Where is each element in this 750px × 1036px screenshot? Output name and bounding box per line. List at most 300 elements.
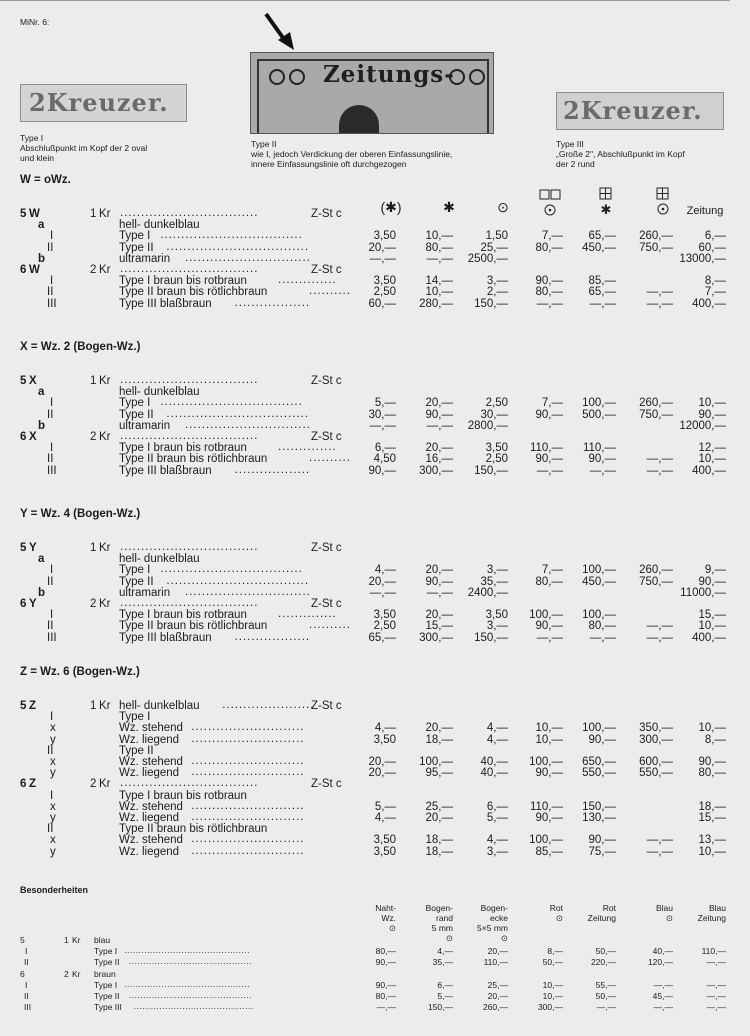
price-cell: 18,—	[698, 800, 726, 813]
variant-label: Wz. stehend	[119, 722, 183, 735]
price-cell: 25,—	[487, 979, 508, 990]
price-cell: 3,—	[486, 845, 508, 858]
price-cell: —,—	[589, 464, 616, 477]
price-cell: 90,—	[698, 408, 726, 421]
dot-leader: ...........................	[191, 721, 305, 734]
price-cell: 750,—	[639, 241, 673, 254]
dot-leader: ..................	[234, 630, 311, 643]
price-cell: 90,—	[535, 453, 563, 466]
col-header-used: ⊙	[497, 199, 509, 215]
variant-marker: Z	[29, 700, 37, 712]
variant-marker: a	[38, 386, 45, 399]
price-cell: 80,—	[375, 991, 396, 1001]
price-cell: —,—	[646, 631, 673, 644]
price-cell: 100,—	[582, 609, 616, 622]
stamp-type2-image	[250, 52, 494, 134]
price-cell: 260,—	[639, 564, 673, 577]
caption-line: wie I, jedoch Verdickung der oberen Einfassungslinie,	[251, 149, 453, 159]
variant-label: hell- dunkelblau	[119, 700, 200, 712]
price-cell: 85,—	[535, 845, 563, 858]
price-cell: —,—	[536, 631, 563, 644]
caption-line: „Große 2", Abschlußpunkt im Kopf	[556, 149, 685, 159]
price-cell: —,—	[646, 464, 673, 477]
dot-leader: ...........................	[191, 755, 305, 767]
section-title: W = oWz.	[20, 174, 71, 186]
price-cell: 650,—	[582, 756, 616, 768]
dot-leader: ..................................	[160, 563, 303, 576]
besonderheiten-header: ⊙	[500, 933, 508, 943]
dot-leader: ...........................	[191, 844, 305, 857]
price-cell: 100,—	[529, 609, 563, 622]
price-cell: 7,—	[541, 564, 563, 577]
dot-leader: ..........................................	[133, 1001, 254, 1012]
price-cell: 50,—	[595, 991, 616, 1001]
price-cell: 350,—	[639, 722, 673, 735]
price-cell: 150,—	[474, 464, 508, 477]
besonderheiten-header: Rot	[602, 903, 616, 913]
caption-line: Type I	[20, 133, 44, 143]
price-cell: —,—	[426, 252, 453, 265]
price-cell: —,—	[646, 834, 673, 847]
variant-label: Type II	[94, 957, 120, 968]
price-cell: 130,—	[582, 812, 616, 824]
variant-marker: II	[47, 408, 54, 421]
price-cell: 10,—	[425, 230, 453, 243]
print-type-label: Z-St c	[311, 208, 342, 220]
svg-text:✱: ✱	[600, 202, 612, 217]
besonderheiten-header: Naht-	[375, 903, 396, 913]
price-cell: 4,—	[486, 834, 508, 847]
variant-marker: y	[50, 767, 56, 780]
variant-label: Wz. liegend	[119, 767, 180, 780]
price-cell: —,—	[646, 297, 673, 310]
price-cell: 10,—	[698, 453, 726, 466]
variant-label: Type III blaßbraun	[119, 464, 212, 477]
price-cell: 15,—	[698, 609, 726, 622]
price-cell: —,—	[646, 845, 673, 858]
price-cell: 80,—	[535, 286, 563, 299]
variant-label: Type II braun bis rötlichbraun	[119, 453, 268, 466]
price-cell: 45,—	[652, 991, 673, 1001]
price-cell: 100,—	[529, 756, 563, 768]
price-cell: 300,—	[419, 464, 453, 477]
price-cell: 2500,—	[467, 252, 508, 265]
price-cell: 16,—	[425, 453, 453, 466]
print-type-label: Z-St c	[311, 375, 342, 387]
value-unit: Kr	[99, 208, 111, 220]
dot-leader: ..................................	[160, 229, 303, 242]
dot-leader: ..............................	[185, 585, 311, 598]
variant-marker: I	[50, 275, 54, 288]
price-cell: 120,—	[647, 957, 673, 968]
variant-label: Type I	[119, 564, 151, 577]
variant-label: Type I	[119, 397, 151, 410]
variant-marker: II	[47, 453, 54, 466]
price-cell: 260,—	[639, 397, 673, 410]
caption-line: und klein	[20, 153, 55, 163]
price-cell: 20,—	[368, 575, 396, 588]
price-cell: 60,—	[698, 241, 726, 254]
price-cell: 15,—	[698, 812, 726, 824]
price-cell: —,—	[536, 297, 563, 310]
variant-label: ultramarin	[119, 586, 171, 599]
variant-label: Wz. liegend	[119, 845, 180, 858]
besonderheiten-header: Zeitung	[697, 913, 726, 923]
price-cell: 18,—	[425, 733, 453, 746]
besonderheiten-header: rand	[435, 913, 453, 923]
price-cell: 2800,—	[467, 419, 508, 432]
value-unit: Kr	[99, 264, 111, 276]
variant-marker: I	[50, 230, 54, 243]
price-cell: 8,—	[547, 946, 563, 957]
variant-marker: Y	[29, 598, 37, 610]
pair-used-icon	[539, 189, 563, 219]
stamp-type1-caption	[20, 133, 147, 163]
value-unit: Kr	[99, 598, 111, 610]
price-cell: 7,—	[541, 397, 563, 410]
dot-leader: ..............................	[185, 418, 311, 431]
value-unit: Kr	[72, 968, 81, 979]
price-cell: 400,—	[692, 297, 726, 310]
dot-leader: ..................	[234, 463, 311, 476]
block-mint-icon	[598, 187, 614, 217]
dot-leader: ..................................	[160, 396, 303, 409]
variant-marker: I	[50, 442, 54, 455]
price-cell: 90,—	[425, 408, 453, 421]
variant-label: Type I	[94, 946, 118, 957]
dot-leader: ......................	[222, 699, 315, 711]
price-cell: 90,—	[425, 575, 453, 588]
price-cell: 85,—	[588, 275, 616, 288]
variant-marker: X	[29, 431, 37, 443]
variant-label: braun	[94, 968, 116, 979]
price-cell: 55,—	[595, 979, 616, 990]
price-cell: 150,—	[474, 631, 508, 644]
price-cell: 40,—	[480, 756, 508, 768]
price-cell: 20,—	[425, 442, 453, 455]
price-cell: 75,—	[588, 845, 616, 858]
price-cell: 90,—	[698, 756, 726, 768]
variant-label: Type II braun bis rötlichbraun	[119, 620, 268, 633]
price-cell: 20,—	[368, 756, 396, 768]
variant-label: Type III blaßbraun	[119, 631, 212, 644]
price-cell: —,—	[536, 464, 563, 477]
price-cell: 450,—	[582, 575, 616, 588]
section-title: Besonderheiten	[20, 885, 89, 895]
variant-marker: b	[38, 586, 46, 599]
dot-leader: .................................	[120, 374, 259, 386]
variant-marker: y	[50, 733, 56, 746]
col-header-zeitung: Zeitung	[686, 205, 724, 217]
price-cell: 90,—	[368, 464, 396, 477]
variant-marker: I	[50, 564, 54, 577]
price-cell: 15,—	[425, 620, 453, 633]
price-cell: 20,—	[368, 767, 396, 780]
price-cell: 2,50	[373, 620, 396, 633]
variant-marker: II	[47, 286, 54, 299]
dot-leader: .................................	[120, 263, 259, 275]
variant-marker: Z	[29, 778, 37, 791]
dot-leader: ..............................	[185, 251, 311, 264]
catalog-number: 5	[20, 700, 27, 712]
variant-label: Type I braun bis rotbraun	[119, 442, 247, 455]
dot-leader: .................................	[120, 430, 259, 442]
variant-label: Type III	[94, 1002, 122, 1013]
variant-marker: II	[47, 575, 54, 588]
variant-marker: x	[50, 800, 56, 813]
variant-marker: II	[24, 991, 29, 1001]
price-cell: 5,—	[437, 991, 453, 1001]
besonderheiten-header: Zeitung	[587, 913, 616, 923]
value-number: 1	[90, 700, 97, 712]
dot-leader: ...........................................	[128, 956, 252, 967]
price-cell: 9,—	[704, 564, 726, 577]
price-cell: 450,—	[582, 241, 616, 254]
price-cell: 12000,—	[679, 419, 726, 432]
price-cell: —,—	[596, 1002, 616, 1013]
value-unit: Kr	[72, 935, 81, 945]
price-cell: 3,—	[486, 275, 508, 288]
price-cell: 2,—	[486, 286, 508, 299]
price-cell: 10,—	[542, 979, 563, 990]
value-number: 1	[90, 208, 97, 220]
price-cell: 2,50	[485, 397, 508, 410]
price-cell: 100,—	[582, 722, 616, 735]
variant-marker: x	[50, 834, 56, 847]
price-cell: 220,—	[590, 957, 616, 968]
price-cell: 65,—	[588, 286, 616, 299]
price-cell: 60,—	[368, 297, 396, 310]
besonderheiten-header: Bogen-	[425, 903, 453, 913]
variant-label: Type I braun bis rotbraun	[119, 609, 247, 622]
price-cell: 90,—	[535, 408, 563, 421]
variant-marker: I	[50, 609, 54, 622]
price-cell: —,—	[646, 620, 673, 633]
price-cell: 14,—	[425, 275, 453, 288]
price-cell: 400,—	[692, 464, 726, 477]
variant-label: Type I braun bis rotbraun	[119, 275, 247, 288]
price-cell: 10,—	[698, 722, 726, 735]
variant-label: Type II	[119, 241, 154, 254]
section-title: Y = Wz. 4 (Bogen-Wz.)	[20, 508, 141, 520]
price-cell: 100,—	[582, 564, 616, 577]
variant-label: Wz. stehend	[119, 800, 183, 813]
variant-marker: W	[29, 264, 40, 276]
dot-leader: .................................	[120, 597, 259, 609]
value-number: 2	[90, 598, 97, 610]
dot-leader: .................................	[120, 541, 259, 553]
price-cell: 80,—	[535, 575, 563, 588]
variant-label: hell- dunkelblau	[119, 553, 200, 566]
price-cell: —,—	[589, 631, 616, 644]
price-cell: 40,—	[652, 946, 673, 957]
variant-label: Wz. stehend	[119, 756, 183, 768]
block-used-icon	[655, 187, 671, 217]
price-cell: 600,—	[639, 756, 673, 768]
price-cell: 550,—	[639, 767, 673, 780]
price-cell: 30,—	[368, 408, 396, 421]
price-cell: 300,—	[537, 1002, 563, 1013]
dot-leader: ..............	[278, 441, 337, 454]
price-cell: 90,—	[535, 767, 563, 780]
besonderheiten-header: ecke	[490, 913, 508, 923]
price-cell: 65,—	[368, 631, 396, 644]
col-header-unused: (✱)	[380, 199, 402, 215]
variant-label: Type III blaßbraun	[119, 297, 212, 310]
besonderheiten-header: Bogen-	[480, 903, 508, 913]
variant-marker: II	[47, 241, 54, 254]
besonderheiten-header: ⊙	[388, 923, 396, 933]
price-cell: 110,—	[483, 957, 508, 968]
variant-label: Wz. liegend	[119, 733, 180, 746]
price-cell: —,—	[706, 991, 726, 1001]
variant-marker: I	[50, 789, 54, 802]
price-cell: 12,—	[698, 442, 726, 455]
caption-line: Abschlußpunkt im Kopf der 2 oval	[20, 143, 148, 153]
dot-leader: ...........................	[191, 799, 305, 812]
catalog-number: 6	[20, 968, 25, 979]
price-cell: 4,—	[486, 722, 508, 735]
price-cell: 3,50	[485, 442, 508, 455]
catalog-number: 5	[20, 375, 27, 387]
price-cell: 4,50	[373, 453, 396, 466]
besonderheiten-header: Blau	[708, 903, 726, 913]
dot-leader: ..........	[309, 285, 351, 298]
price-cell: 30,—	[480, 408, 508, 421]
variant-marker: b	[38, 252, 46, 265]
price-cell: 6,—	[374, 442, 396, 455]
variant-marker: x	[50, 722, 56, 735]
price-cell: 3,50	[373, 275, 396, 288]
besonderheiten-header: Rot	[549, 903, 563, 913]
stamp-type3-image	[556, 92, 724, 130]
value-number: 2	[90, 264, 97, 276]
variant-marker: II	[47, 620, 54, 633]
price-cell: 50,—	[542, 957, 563, 968]
section-title: Z = Wz. 6 (Bogen-Wz.)	[20, 666, 140, 678]
catalog-number: 6	[20, 264, 27, 276]
variant-label: ultramarin	[119, 252, 171, 265]
price-cell: 2,50	[485, 453, 508, 466]
price-cell: 8,—	[704, 733, 726, 746]
section-title: X = Wz. 2 (Bogen-Wz.)	[20, 341, 141, 353]
price-cell: 90,—	[588, 834, 616, 847]
value-number: 2	[90, 778, 97, 791]
price-cell: 20,—	[425, 397, 453, 410]
dot-leader: ...........................	[191, 732, 305, 745]
variant-label: Type II	[119, 575, 154, 588]
price-cell: 750,—	[639, 408, 673, 421]
variant-label: Type II braun bis rötlichbraun	[119, 823, 268, 836]
variant-marker: Y	[29, 542, 37, 554]
price-cell: 150,—	[474, 297, 508, 310]
stamp-type1-image	[20, 84, 187, 122]
value-number: 1	[64, 935, 69, 945]
variant-label: Type I	[119, 230, 151, 243]
price-cell: 90,—	[375, 957, 396, 968]
dot-leader: .................................	[120, 207, 259, 219]
variant-marker: y	[50, 845, 56, 858]
stamp-type3-text: 2Kreuzer.	[563, 96, 703, 125]
price-cell: 11000,—	[680, 586, 726, 599]
variant-label: hell- dunkelblau	[119, 219, 200, 232]
price-cell: 10,—	[535, 733, 563, 746]
price-cell: 110,—	[529, 442, 563, 455]
price-cell: 3,50	[373, 609, 396, 622]
dot-leader: ..................................	[166, 574, 310, 587]
price-cell: 4,—	[374, 722, 396, 735]
variant-marker: y	[50, 812, 56, 824]
catalog-number: 6	[20, 431, 27, 443]
variant-marker: I	[50, 397, 54, 410]
price-cell: —,—	[706, 957, 726, 968]
price-cell: 6,—	[437, 979, 453, 990]
variant-marker: III	[47, 297, 57, 310]
price-cell: 10,—	[698, 845, 726, 858]
price-cell: 5,—	[486, 812, 508, 824]
stamp-type2-caption	[251, 139, 452, 169]
price-cell: 90,—	[535, 275, 563, 288]
dot-leader: ...........................	[191, 811, 305, 823]
variant-marker: x	[50, 756, 56, 768]
variant-marker: I	[25, 979, 28, 990]
price-cell: 100,—	[419, 756, 453, 768]
value-number: 2	[90, 431, 97, 443]
price-cell: 80,—	[425, 241, 453, 254]
dot-leader: ..................................	[166, 240, 310, 253]
catalog-number: 5	[20, 935, 25, 945]
price-cell: 5,—	[374, 800, 396, 813]
variant-label: Type II braun bis rötlichbraun	[119, 286, 268, 299]
ornament-icon	[469, 69, 485, 85]
price-cell: 550,—	[582, 767, 616, 780]
price-cell: —,—	[706, 979, 726, 990]
dot-leader: ..........	[309, 452, 351, 465]
price-cell: 10,—	[535, 722, 563, 735]
price-cell: 35,—	[432, 957, 453, 968]
price-cell: 4,—	[486, 733, 508, 746]
ornament-icon	[269, 69, 285, 85]
price-cell: 90,—	[698, 575, 726, 588]
price-cell: 4,—	[374, 564, 396, 577]
price-cell: 4,—	[437, 946, 453, 957]
dot-leader: ..............	[278, 274, 337, 287]
col-header-mint: ✱	[443, 199, 455, 215]
price-cell: 4,—	[374, 812, 396, 824]
price-cell: 90,—	[535, 620, 563, 633]
variant-marker: a	[38, 219, 45, 232]
dot-leader: ..................................	[166, 407, 310, 420]
price-cell: 6,—	[486, 800, 508, 813]
variant-marker: II	[24, 957, 29, 968]
price-cell: 300,—	[639, 733, 673, 746]
value-unit: Kr	[99, 542, 111, 554]
variant-label: Wz. stehend	[119, 834, 183, 847]
price-cell: 3,50	[373, 845, 396, 858]
variant-marker: b	[38, 419, 46, 432]
catalog-number: 6	[20, 778, 27, 791]
print-type-label: Z-St c	[311, 700, 342, 712]
price-cell: 500,—	[582, 408, 616, 421]
price-cell: 110,—	[582, 442, 616, 455]
price-cell: 18,—	[425, 845, 453, 858]
price-cell: 2400,—	[467, 586, 508, 599]
dot-leader: ............................................	[124, 978, 251, 989]
price-cell: 95,—	[425, 767, 453, 780]
besonderheiten-header: ⊙	[445, 933, 453, 943]
price-cell: 100,—	[529, 834, 563, 847]
value-unit: Kr	[99, 375, 111, 387]
